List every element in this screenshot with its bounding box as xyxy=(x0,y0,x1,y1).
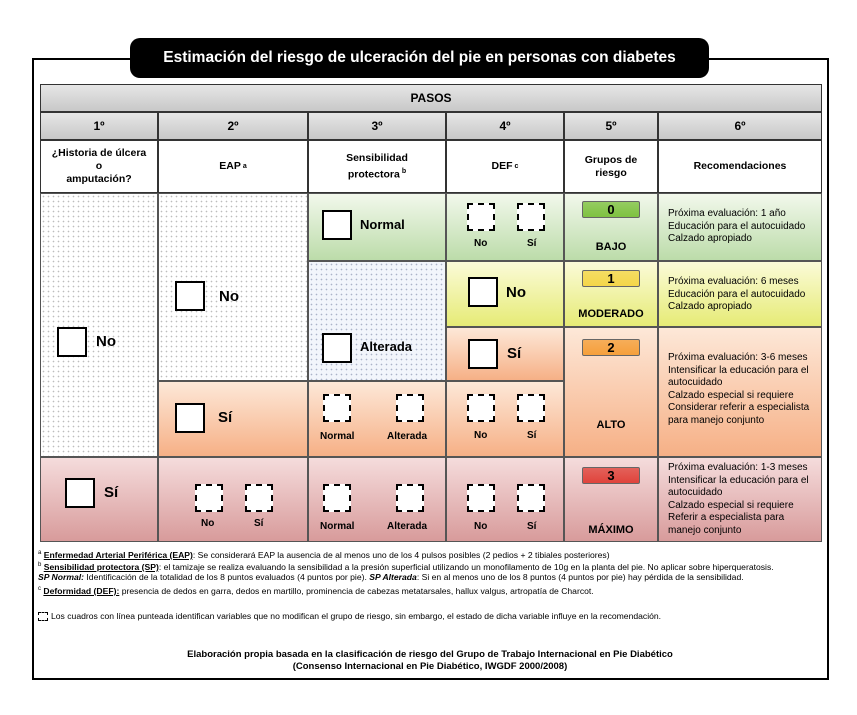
rec-bajo-line: Calzado apropiado xyxy=(668,233,752,245)
step-4: 4º xyxy=(446,112,564,140)
def-alto-no-label: No xyxy=(474,430,488,441)
sens-max-alterada-dashed-checkbox[interactable] xyxy=(396,484,424,512)
rec-maximo xyxy=(668,462,809,538)
rec-alto-line: Considerar referir a especialista xyxy=(668,402,810,414)
col-header-history-line2: o xyxy=(95,160,103,172)
def-no-cell xyxy=(446,261,564,327)
col-header-eap-sup: a xyxy=(242,163,247,170)
eap-max-cell xyxy=(158,457,308,542)
col-header-def xyxy=(446,140,564,193)
rec-moderado-line: Próxima evaluación: 6 meses xyxy=(668,276,799,287)
rec-alto-line: para manejo conjunto xyxy=(668,414,765,426)
history-si-checkbox[interactable] xyxy=(65,478,95,508)
note-def-text: presencia de dedos en garra, dedos en martillo, prominencia de cabezas metatarsales, hallux valgus, artropatía de Charcot. xyxy=(119,585,594,596)
sens-alto-normal-dashed-checkbox[interactable] xyxy=(323,394,351,422)
footer-line1: Elaboración propia basada en la clasificación de riesgo del Grupo de Trabajo Internacional en Pie Diabético xyxy=(187,649,673,660)
def-bajo-no-dashed-checkbox[interactable] xyxy=(467,203,495,231)
def-bajo-si-dashed-checkbox[interactable] xyxy=(517,203,545,231)
pasos-header: PASOS xyxy=(40,84,822,112)
note-spn-term: SP Normal: xyxy=(38,572,85,582)
note-spn-text: Identificación de la totalidad de los 8 puntos evaluados (4 puntos por pie). xyxy=(84,572,367,582)
sens-alto-normal-label: Normal xyxy=(320,431,355,442)
footer xyxy=(140,649,720,673)
sens-max-normal-dashed-checkbox[interactable] xyxy=(323,484,351,512)
sens-alterada-checkbox[interactable] xyxy=(322,333,352,363)
group-badge-1: 1 xyxy=(582,270,640,287)
history-no-label: No xyxy=(96,333,116,350)
sens-normal-label: Normal xyxy=(360,217,405,232)
sens-alterada-label: Alterada xyxy=(360,339,413,354)
page-title: Estimación del riesgo de ulceración del pie en personas con diabetes xyxy=(130,38,709,78)
note-sp-normal-alterada xyxy=(38,572,744,583)
note-dashed-text: Los cuadros con línea punteada identifican variables que no modifican el grupo de riesgo, sin embargo, el estado de dicha variable influye en la recomendación. xyxy=(51,611,662,621)
group-badge-2: 2 xyxy=(582,339,640,356)
group-name-moderado: MODERADO xyxy=(578,308,644,320)
col-header-sens-line1: Sensibilidad xyxy=(346,151,408,164)
def-alto-si-label: Sí xyxy=(527,430,537,441)
history-si-cell xyxy=(40,457,158,542)
step-1: 1º xyxy=(40,112,158,140)
col-header-eap xyxy=(158,140,308,193)
col-header-groups-line2: riesgo xyxy=(595,166,627,179)
rec-alto-line: Calzado especial si requiere xyxy=(668,389,794,401)
def-max-si-dashed-checkbox[interactable] xyxy=(517,484,545,512)
rec-bajo-line: Educación para el autocuidado xyxy=(668,220,806,232)
note-eap xyxy=(38,548,610,561)
def-si-label: Sí xyxy=(507,345,522,362)
rec-maximo-line: autocuidado xyxy=(668,487,723,499)
rec-moderado-line: Educación para el autocuidado xyxy=(668,288,806,300)
col-header-sens-line2: protectora xyxy=(347,168,400,181)
def-bajo-si-label: Sí xyxy=(527,238,537,249)
col-header-history xyxy=(40,140,158,193)
rec-moderado-line: Calzado apropiado xyxy=(668,301,752,313)
eap-max-no-dashed-checkbox[interactable] xyxy=(195,484,223,512)
rec-alto-line: Intensificar la educación para el xyxy=(668,364,809,376)
note-def-sup: c xyxy=(38,586,41,592)
step-2: 2º xyxy=(158,112,308,140)
note-eap-sup: a xyxy=(38,550,42,556)
group-badge-3: 3 xyxy=(582,467,640,484)
footer-line2: (Consenso Internacional en Pie Diabético, IWGDF 2000/2008) xyxy=(292,661,568,672)
group-name-maximo: MÁXIMO xyxy=(588,524,634,536)
col-header-history-line3: amputación? xyxy=(66,173,132,185)
sens-normal-checkbox[interactable] xyxy=(322,210,352,240)
step-3: 3º xyxy=(308,112,446,140)
def-si-checkbox[interactable] xyxy=(468,339,498,369)
eap-max-si-dashed-checkbox[interactable] xyxy=(245,484,273,512)
note-def-term: Deformidad (DEF): xyxy=(43,585,120,596)
history-si-label: Sí xyxy=(104,484,119,501)
dashed-box-icon xyxy=(38,612,48,621)
note-spa-term: SP Alterada xyxy=(369,572,417,582)
sens-alto-alterada-dashed-checkbox[interactable] xyxy=(396,394,424,422)
col-header-groups xyxy=(564,140,658,193)
def-alto-si-dashed-checkbox[interactable] xyxy=(517,394,545,422)
note-dashed xyxy=(38,611,661,622)
col-header-sens-line2-wrap xyxy=(348,165,406,182)
note-sp-sup: b xyxy=(38,562,42,568)
col-header-sens-sup: b xyxy=(401,167,407,175)
note-sp xyxy=(38,560,774,573)
note-sp-text: : el tamizaje se realiza evaluando la sensibilidad a la presión superficial utilizando un monofilamento de 10g en la planta del pie. No aplicar sobre hiperqueratosis. xyxy=(158,561,774,572)
def-si-cell xyxy=(446,327,564,381)
history-no-cell xyxy=(40,193,158,457)
def-max-no-label: No xyxy=(474,521,488,532)
note-eap-text: : Se considerará EAP la ausencia de al menos uno de los 4 pulsos posibles (2 pedios + 2 tibiales posteriores) xyxy=(192,549,610,560)
note-eap-term: Enfermedad Arterial Periférica (EAP) xyxy=(43,549,193,560)
col-header-sensibilidad xyxy=(308,140,446,193)
note-sp-term: Sensibilidad protectora (SP) xyxy=(43,561,159,572)
def-max-si-label: Sí xyxy=(527,521,537,532)
col-header-def-sup: c xyxy=(514,163,519,170)
eap-max-si-label: Sí xyxy=(254,518,264,529)
def-max-cell xyxy=(446,457,564,542)
rec-alto xyxy=(668,352,809,428)
col-header-recomendaciones: Recomendaciones xyxy=(658,140,822,193)
rec-maximo-line: Referir a especialista para xyxy=(668,512,785,524)
def-alto-cell xyxy=(446,381,564,457)
def-bajo-no-label: No xyxy=(474,238,488,249)
def-no-label: No xyxy=(506,284,526,301)
col-header-groups-line1: Grupos de xyxy=(584,153,638,166)
def-no-checkbox[interactable] xyxy=(468,277,498,307)
sens-alterada-cell xyxy=(308,261,446,381)
col-header-history-line1: ¿Historia de úlcera xyxy=(51,147,147,159)
rec-maximo-line: Próxima evaluación: 1-3 meses xyxy=(668,462,808,473)
eap-max-no-label: No xyxy=(201,518,215,529)
note-def xyxy=(38,584,594,597)
def-alto-no-dashed-checkbox[interactable] xyxy=(467,394,495,422)
eap-no-label: No xyxy=(219,288,239,305)
sens-max-alterada-label: Alterada xyxy=(387,521,428,532)
rec-bajo xyxy=(668,208,805,246)
rec-maximo-line: Calzado especial si requiere xyxy=(668,499,794,511)
rec-alto-line: Próxima evaluación: 3-6 meses xyxy=(668,352,808,363)
eap-si-checkbox[interactable] xyxy=(175,403,205,433)
rec-maximo-line: manejo conjunto xyxy=(668,524,742,536)
rec-maximo-line: Intensificar la educación para el xyxy=(668,474,809,486)
def-max-no-dashed-checkbox[interactable] xyxy=(467,484,495,512)
step-6: 6º xyxy=(658,112,822,140)
eap-si-label: Sí xyxy=(218,409,233,426)
group-badge-0: 0 xyxy=(582,201,640,218)
group-name-bajo: BAJO xyxy=(595,241,627,253)
history-no-checkbox[interactable] xyxy=(57,327,87,357)
sens-max-normal-label: Normal xyxy=(320,521,355,532)
rec-bajo-line: Próxima evaluación: 1 año xyxy=(668,208,786,219)
group-name-alto: ALTO xyxy=(596,419,626,431)
rec-alto-line: autocuidado xyxy=(668,377,723,389)
eap-no-checkbox[interactable] xyxy=(175,281,205,311)
rec-moderado xyxy=(668,276,805,314)
col-header-def-text: DEF xyxy=(491,160,513,172)
note-spa-text: : Si en al menos uno de los 8 puntos (4 puntos por pie) hay pérdida de la sensibilidad. xyxy=(416,572,744,582)
sens-alto-alterada-label: Alterada xyxy=(387,431,428,442)
step-5: 5º xyxy=(564,112,658,140)
def-bajo-cell xyxy=(446,193,564,261)
col-header-eap-text: EAP xyxy=(219,160,241,172)
